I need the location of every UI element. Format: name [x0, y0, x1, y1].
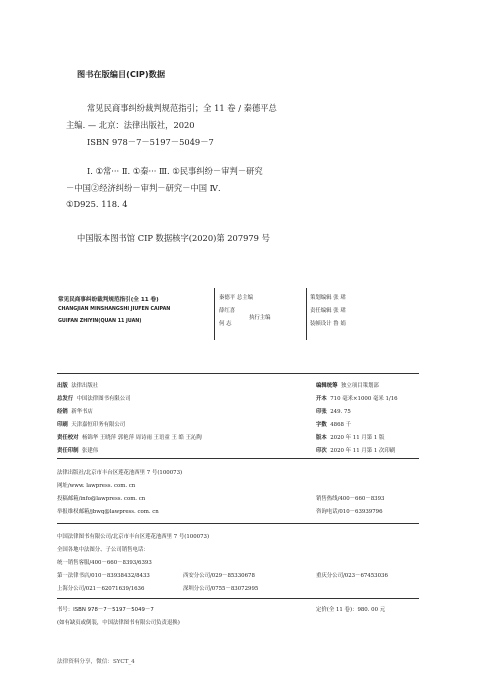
return-note: (如有缺页或倒装，中国法律图书有限公司负责退换)	[57, 620, 180, 626]
rule-top-publication	[57, 373, 419, 374]
editor-exec-2: 何 志	[219, 321, 232, 327]
branch-first-bookstore: 第一法律书店/010－83938432/8433	[57, 573, 150, 579]
cover-designer: 装帧设计 鲁 娟	[310, 321, 346, 327]
editor-exec-1: 薛红喜	[219, 308, 236, 314]
distributor-address: 中国法律图书有限公司/北京市丰台区莲花池西里 7 号(100073)	[57, 534, 210, 540]
divider-vertical-2	[306, 288, 307, 340]
pub-printer: 印刷 天津嘉恒印务有限公司	[57, 422, 126, 428]
branch-phones-heading: 全国各地中法图分、子公司销售电话：	[57, 547, 149, 553]
pub-sheets: 印张 249. 75	[316, 409, 351, 415]
footer-watermark: 法律资料分享，微信：SYCT_4	[57, 659, 135, 665]
branch-chongqing: 重庆分公司/023－67453036	[316, 573, 388, 579]
divider-vertical-1	[214, 288, 215, 340]
pub-printing: 印次 2020 年 11 月第 1 次印刷	[316, 448, 396, 454]
rule-after-contact	[57, 523, 419, 524]
book-title: 常见民商事纠纷裁判规范指引(全 11 卷)	[58, 297, 159, 303]
publisher-website: 网址/www. lawpress. com. cn	[57, 483, 136, 489]
consult-phone: 咨询电话/010－63939796	[316, 509, 383, 515]
rule-before-isbn	[57, 598, 419, 599]
cip-line-classification-2: －中国②经济纠纷－审判－研究－中国 Ⅳ.	[66, 183, 221, 193]
price: 定价(全 11 卷)：980. 00 元	[316, 607, 386, 613]
cip-line-classification-1: Ⅰ. ①常··· Ⅱ. ①秦··· Ⅲ. ①民事纠纷－审判－研究	[87, 166, 263, 176]
report-email: 举报维权邮箱/jbwq@lawpress. com. cn	[57, 509, 159, 515]
cip-line-2: 主编. — 北京：法律出版社，2020	[66, 120, 195, 130]
pub-proofreaders: 责任校对 杨锦华 王晓萍 郭艳萍 周诗雨 王语童 王 皓 王沁陶	[57, 435, 202, 441]
book-pinyin-2: GUIFAN ZHIYIN(QUAN 11 JUAN)	[58, 319, 142, 324]
cip-line-isbn: ISBN 978－7－5197－5049－7	[87, 137, 214, 147]
pub-format: 开本 710 毫米×1000 毫米 1/16	[316, 396, 398, 402]
branch-shenzhen: 深圳分公司/0755－83072995	[183, 586, 259, 592]
book-pinyin-1: CHANGJIAN MINSHANGSHI JIUFEN CAIPAN	[58, 307, 171, 312]
rule-after-publication	[57, 458, 419, 459]
exec-editor-label: 执行主编	[249, 315, 271, 321]
branch-shanghai: 上海分公司/021－62071639/1636	[57, 586, 145, 592]
pub-dealer: 经销 新华书店	[57, 409, 93, 415]
branch-xian: 西安分公司/029－85330678	[183, 573, 255, 579]
cip-line-classification-3: ①D925. 118. 4	[66, 199, 128, 209]
cip-title: 图书在版编目(CIP)数据	[77, 69, 166, 79]
publisher-address: 法律出版社/北京市丰台区莲花池西里 7 号(100073)	[57, 470, 183, 476]
pub-distributor: 总发行 中国法律图书有限公司	[57, 396, 131, 402]
submission-email: 投稿邮箱/info@lawpress. com. cn	[57, 496, 146, 502]
responsible-editor: 责任编辑 张 珺	[310, 308, 346, 314]
sales-hotline: 销售热线/400－660－8393	[316, 496, 385, 502]
pub-edition: 版本 2020 年 11 月第 1 版	[316, 435, 385, 441]
pub-coordination: 编辑统筹 独立项目策划部	[316, 383, 379, 389]
pub-print-manager: 责任印制 张建伟	[57, 448, 99, 454]
isbn-number: 书号：ISBN 978－7－5197－5049－7	[57, 607, 154, 613]
cip-number: 中国版本图书馆 CIP 数据核字(2020)第 207979 号	[77, 233, 270, 243]
unified-service: 统一销售客服/400－660－8393/6393	[57, 560, 152, 566]
pub-publisher: 出版 法律出版社	[57, 383, 99, 389]
planning-editor: 策划编辑 张 珺	[310, 295, 346, 301]
editor-chief: 秦德平 总主编	[219, 295, 254, 301]
pub-word-count: 字数 4868 千	[316, 422, 352, 428]
cip-line-1: 常见民商事纠纷裁判规范指引；全 11 卷 / 秦德平总	[87, 103, 277, 113]
